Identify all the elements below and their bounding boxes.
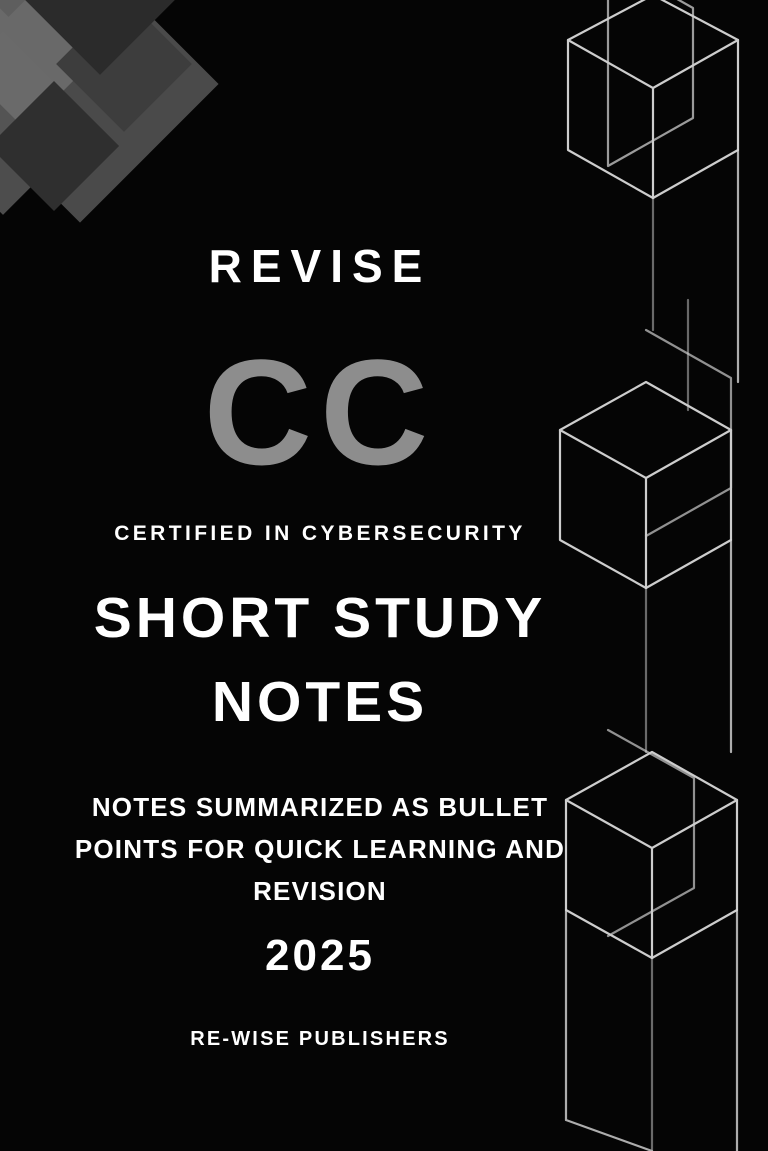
cover-acronym: CC bbox=[203, 328, 437, 496]
cover-title-line-1: SHORT STUDY bbox=[93, 586, 547, 650]
cover-year: 2025 bbox=[265, 931, 375, 980]
cover-title bbox=[0, 576, 640, 745]
cover-description: NOTES SUMMARIZED AS BULLET POINTS FOR QUICK LEARNING AND REVISION bbox=[74, 792, 566, 907]
cover-eyebrow: REVISE bbox=[208, 240, 432, 292]
cover-title-line-2: NOTES bbox=[211, 670, 429, 735]
cover-publisher: RE-WISE PUBLISHERS bbox=[190, 1028, 450, 1050]
cover-acronym-expansion: CERTIFIED IN CYBERSECURITY bbox=[114, 522, 526, 545]
